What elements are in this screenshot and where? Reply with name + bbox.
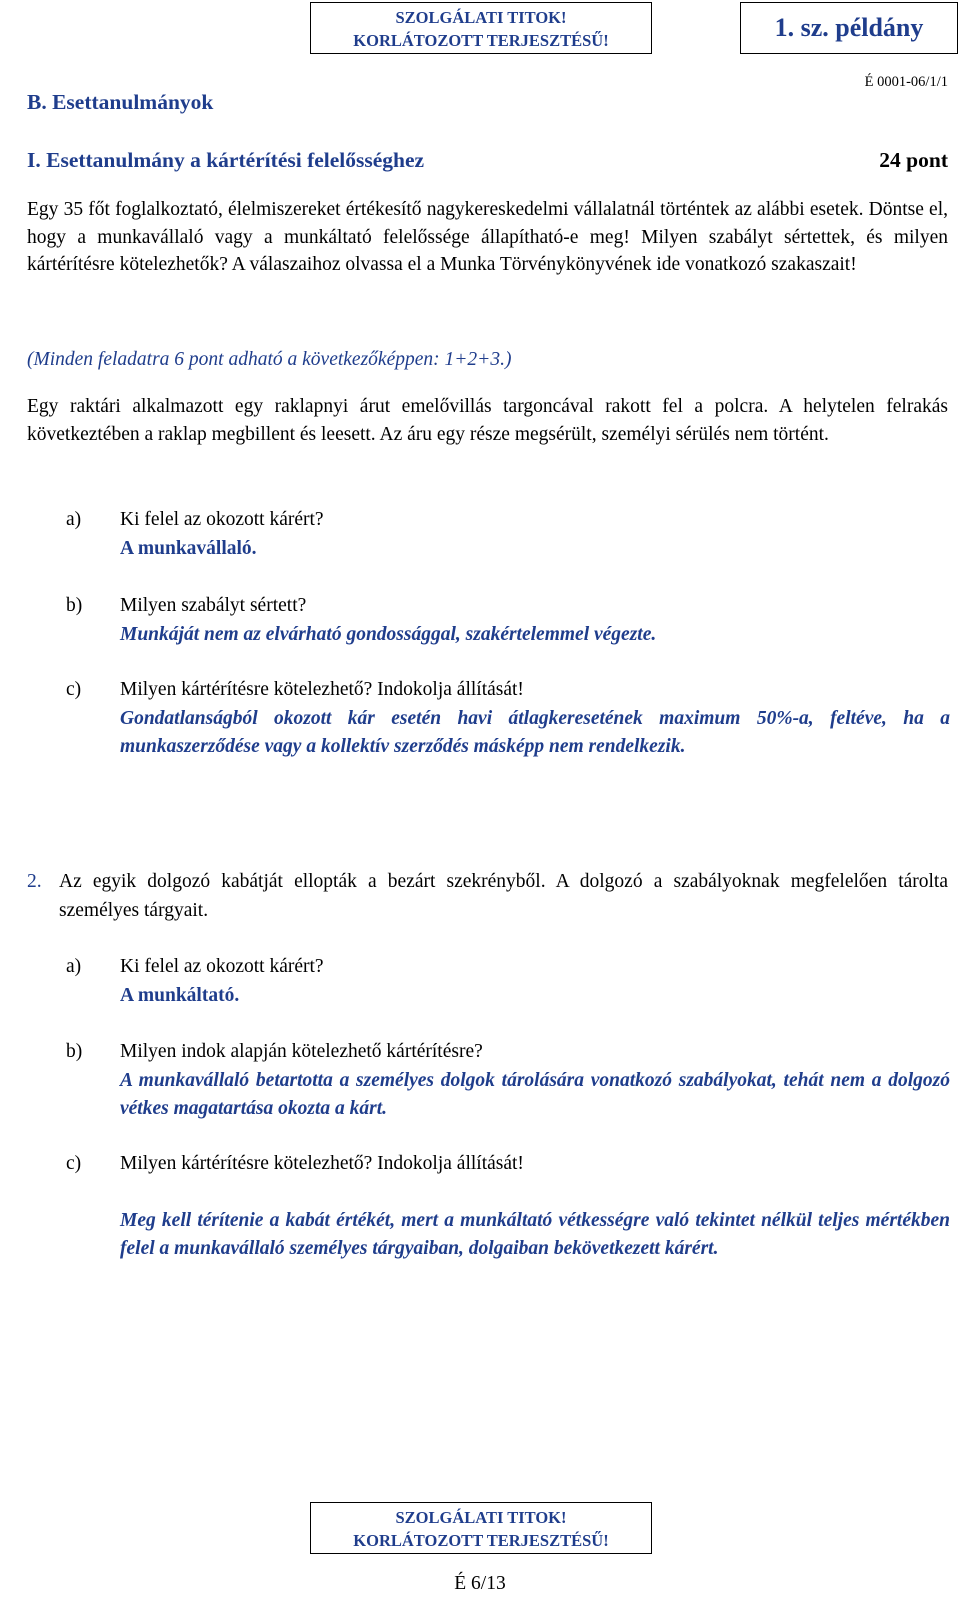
section-title: B. Esettanulmányok	[27, 90, 214, 114]
classification-line1: SZOLGÁLATI TITOK!	[395, 8, 567, 27]
case-study-points: 24 pont	[879, 148, 948, 172]
item-question: Milyen kártérítésre kötelezhető? Indokolja állítását!	[120, 1153, 524, 1174]
case1-text: Egy raktári alkalmazott egy raklapnyi árut emelővillás targoncával rakott fel a polcra. A helytelen felrakás következtében a raklap megbillent és leesett. Az áru egy része megsérült, személyi sérülés nem történt.	[27, 396, 948, 445]
page-number: É 6/13	[454, 1573, 506, 1594]
case1-item-c	[66, 676, 950, 762]
case1-item-a	[66, 506, 950, 563]
item-answer: A munkavállaló.	[120, 537, 257, 559]
item-question: Ki felel az okozott kárért?	[120, 509, 324, 530]
case2-number: 2.	[27, 871, 42, 892]
item-question: Milyen indok alapján kötelezhető kártérítésre?	[120, 1041, 483, 1062]
footer-classification-line1: SZOLGÁLATI TITOK!	[395, 1508, 567, 1527]
classification-box-top	[310, 2, 652, 54]
item-marker: b)	[66, 595, 83, 616]
case-study-title: I. Esettanulmány a kártérítési felelősséghez	[27, 148, 425, 172]
item-answer: Gondatlanságból okozott kár esetén havi átlagkeresetének maximum 50%-a, feltéve, ha a munkaszerződése vagy a kollektív szerződés másképp nem rendelkezik.	[120, 707, 950, 757]
item-marker: c)	[66, 679, 82, 700]
item-question: Milyen kártérítésre kötelezhető? Indokolja állítását!	[120, 679, 524, 700]
item-answer: A munkáltató.	[120, 984, 240, 1006]
document-code: É 0001-06/1/1	[864, 74, 948, 90]
case2-item-c	[66, 1150, 950, 1264]
item-marker: b)	[66, 1041, 83, 1062]
item-question: Ki felel az okozott kárért?	[120, 956, 324, 977]
scoring-note: (Minden feladatra 6 pont adható a következőképpen: 1+2+3.)	[27, 349, 512, 370]
case-intro: Egy 35 főt foglalkoztató, élelmiszereket értékesítő nagykereskedelmi vállalatnál történtek az alábbi esetek. Döntse el, hogy a munkavállaló vagy a munkáltató felelőssége állapítható-e meg! Milyen szabályt sértettek, és milyen kártérítésre kötelezhetők? A válaszaihoz olvassa el a Munka Törvénykönyvének ide vonatkozó szakaszait!	[27, 199, 948, 276]
footer-classification-line2: KORLÁTOZOTT TERJESZTÉSŰ!	[353, 1531, 609, 1550]
item-question: Milyen szabályt sértett?	[120, 595, 307, 616]
case1-item-b	[66, 592, 950, 649]
copy-number-box: 1. sz. példány	[740, 2, 958, 54]
case2-item-a	[66, 953, 950, 1010]
item-answer: Munkáját nem az elvárható gondossággal, szakértelemmel végezte.	[120, 623, 657, 645]
case2-item-b	[66, 1038, 950, 1124]
item-answer: A munkavállaló betartotta a személyes dolgok tárolására vonatkozó szabályokat, tehát nem a dolgozó vétkes magatartása okozta a kárt.	[120, 1069, 950, 1119]
classification-line2: KORLÁTOZOTT TERJESZTÉSŰ!	[353, 31, 609, 50]
item-marker: a)	[66, 956, 82, 977]
case2-text-block	[27, 868, 948, 925]
item-answer: Meg kell térítenie a kabát értékét, mert a munkáltató vétkességre való tekintet nélkül teljes mértékben felel a munkavállaló személyes tárgyaiban, dolgaiban bekövetkezett kárért.	[120, 1209, 950, 1259]
classification-box-footer	[310, 1502, 652, 1554]
case2-text: Az egyik dolgozó kabátját ellopták a bezárt szekrényből. A dolgozó a szabályoknak megfelelően tárolta személyes tárgyait.	[59, 871, 948, 921]
item-marker: a)	[66, 509, 82, 530]
item-marker: c)	[66, 1153, 82, 1174]
